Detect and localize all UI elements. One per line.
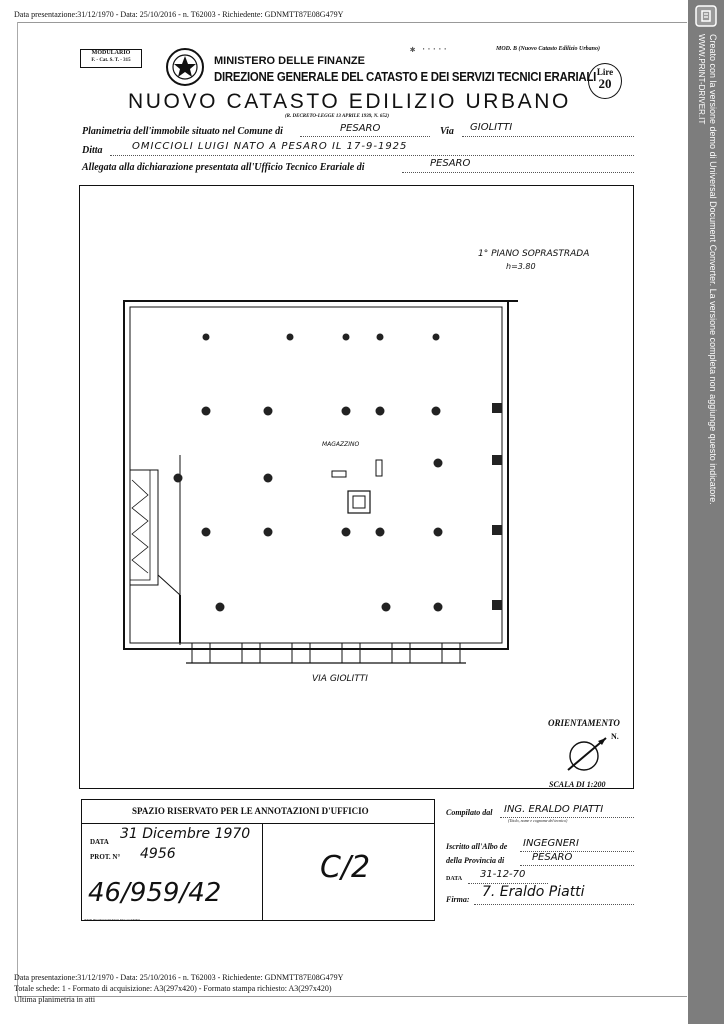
compilato-note: (Titolo, nome e cognome del tecnico)	[508, 818, 568, 823]
ditta-label: Ditta	[82, 145, 103, 156]
firma-dotline	[474, 904, 634, 905]
iscritto-value: INGEGNERI	[523, 838, 579, 849]
floor-label: 1° PIANO SOPRASTRADA	[478, 249, 590, 259]
ministry-name: MINISTERO DELLE FINANZE	[214, 55, 365, 67]
prot-label: PROT. N°	[90, 853, 121, 861]
firma-label: Firma:	[446, 895, 470, 904]
firma-signature: 7. Eraldo Piatti	[482, 884, 585, 900]
lire-stamp	[588, 63, 622, 99]
converter-logo-icon[interactable]	[695, 5, 717, 27]
annotations-data-label: DATA	[90, 838, 109, 846]
direzione-title: DIREZIONE GENERALE DEL CATASTO E DEI SERVIZI TECNICI ERARIALI	[214, 69, 597, 84]
height-label: h=3.80	[506, 262, 536, 271]
modulario-box	[80, 49, 142, 68]
catasto-title: NUOVO CATASTO EDILIZIO URBANO	[128, 90, 571, 113]
ufficio-dotline	[402, 172, 634, 173]
registration-number: 46/959/42	[88, 878, 222, 908]
ditta-value: OMICCIOLI LUIGI NATO A PESARO IL 17-9-1925	[132, 141, 408, 152]
frame-left-line	[17, 22, 18, 997]
modulario-title: MODULARIO	[91, 50, 131, 56]
comune-value: PESARO	[340, 123, 381, 134]
comune-dotline	[300, 136, 430, 137]
compiler-data-value: 31-12-70	[480, 869, 526, 880]
allegata-label: Allegata alla dichiarazione presentata all'Ufficio Tecnico Erariale di	[82, 162, 365, 173]
floor-plan	[120, 295, 520, 675]
ditta-dotline	[110, 155, 634, 156]
lire-word: Lire	[596, 67, 614, 77]
compiler-data-label: DATA	[446, 876, 463, 882]
iscritto-label: Iscritto all'Albo de	[446, 842, 508, 851]
via-label: Via	[440, 126, 454, 137]
lire-amount: 20	[598, 76, 612, 91]
room-label: MAGAZZINO	[322, 441, 360, 448]
watermark-text: Creato con la versione demo di Universal Document Converter. La versione completa non aggiunge questo indicatore.	[708, 34, 718, 505]
annotations-title: SPAZIO RISERVATO PER LE ANNOTAZIONI D'UFFICIO	[132, 806, 369, 816]
provincia-label: della Provincia di	[446, 856, 505, 865]
annotations-data-value: 31 Dicembre 1970	[120, 826, 251, 842]
decree-line: (R. DECRETO-LEGGE 13 APRILE 1939, N. 652)	[285, 114, 390, 119]
republic-emblem-icon	[164, 46, 206, 88]
footer-line-1: Data presentazione:31/12/1970 - Data: 25/10/2016 - n. T62003 - Richiedente: GDNMTT87E08G479Y	[14, 973, 344, 982]
compilato-label: Compilato dal	[446, 808, 493, 817]
street-label: VIA GIOLITTI	[312, 674, 368, 684]
watermark-url[interactable]: WWW.PRINT-DRIVER.IT	[697, 34, 706, 125]
scale-label: SCALA DI 1:200	[549, 780, 606, 789]
stamp-mark: ✱ ·····	[410, 45, 448, 55]
modulario-code: F. - Cat. S. T. - 315	[91, 58, 131, 63]
annotations-divider	[81, 823, 435, 824]
watermark-url-column	[694, 34, 706, 334]
compilato-value: ING. ERALDO PIATTI	[504, 804, 604, 815]
orientation-label: ORIENTAMENTO	[548, 718, 620, 728]
provincia-value: PESARO	[532, 852, 573, 863]
frame-bottom-line	[17, 996, 687, 997]
watermark-text-column	[706, 34, 718, 994]
mod-label: MOD. B (Nuovo Catasto Edilizio Urbano)	[496, 46, 601, 52]
annotations-vertical-divider	[262, 823, 263, 920]
footer-line-3: Ultima planimetria in atti	[14, 995, 96, 1004]
frame-top-line	[17, 22, 687, 23]
compass-north: N.	[611, 732, 619, 741]
header-metadata: Data presentazione:31/12/1970 - Data: 25/10/2016 - n. T62003 - Richiedente: GDNMTT87E08G479Y	[14, 10, 344, 19]
footer-line-2: Totale schede: 1 - Formato di acquisizione: A3(297x420) - Formato stampa richiesto: A3(297x420)	[14, 984, 332, 993]
prot-value: 4956	[140, 846, 176, 862]
provincia-dotline	[520, 865, 634, 866]
via-value: GIOLITTI	[470, 122, 513, 133]
ufficio-value: PESARO	[430, 158, 471, 169]
via-dotline	[462, 136, 634, 137]
category-mark: C/2	[320, 850, 371, 885]
print-note: ISTITUTO POLIGRAFICO DELLO STATO	[84, 918, 140, 922]
planimetria-label: Planimetria dell'immobile situato nel Comune di	[82, 126, 283, 137]
